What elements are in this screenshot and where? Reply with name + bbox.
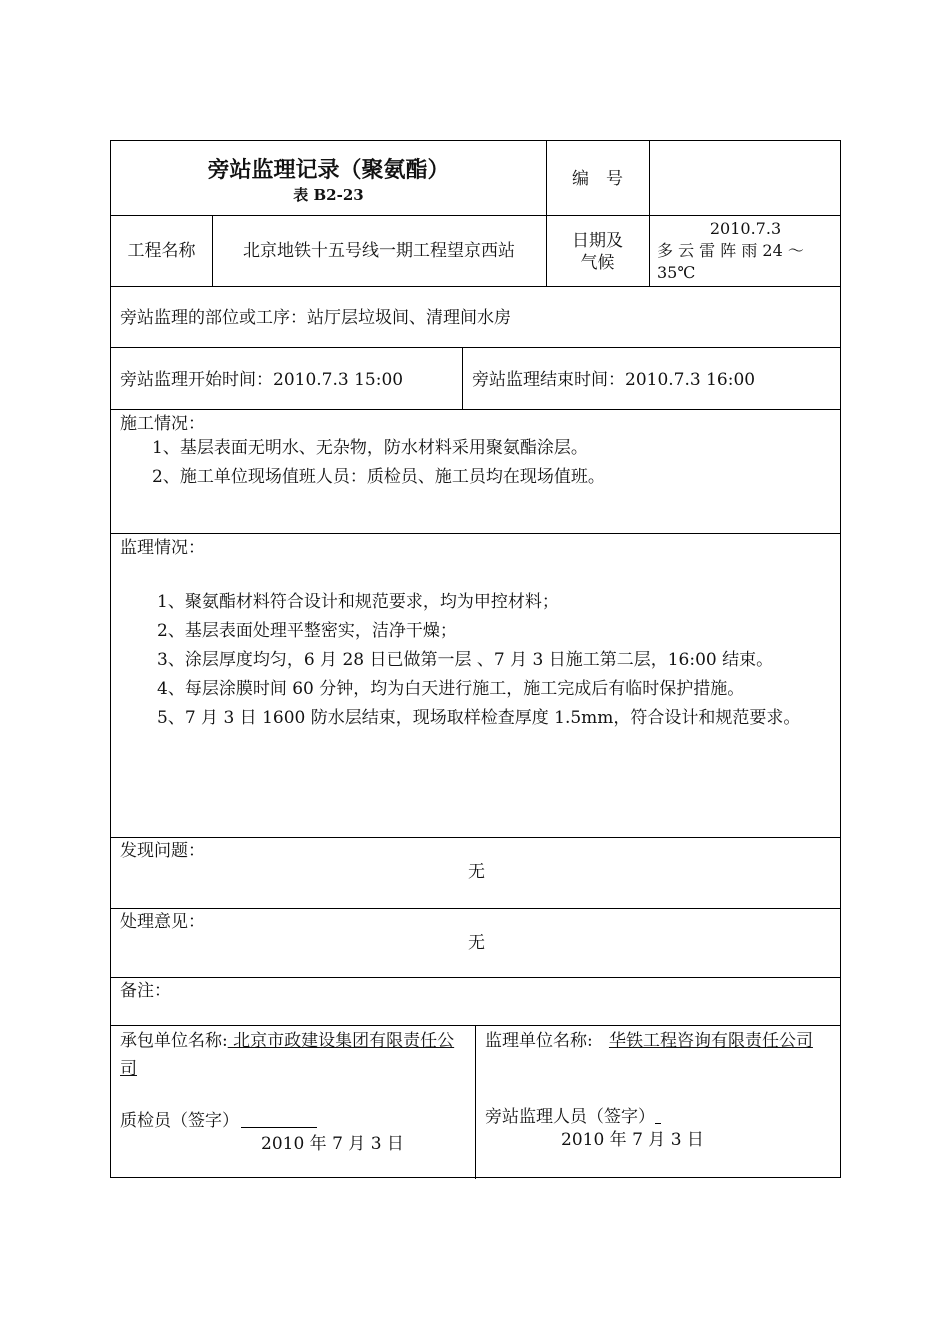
inspector-signature bbox=[120, 1111, 317, 1131]
list-item: 2、基层表面处理平整密实，洁净干燥； bbox=[157, 621, 457, 641]
date-weather-label: 日期及 bbox=[572, 231, 623, 251]
page-title: 旁站监理记录（聚氨酯） bbox=[207, 157, 450, 183]
number-label: 编 号 bbox=[572, 169, 623, 189]
row-divider bbox=[111, 215, 840, 216]
row-divider bbox=[111, 286, 840, 287]
contractor-date: 2010 年 7 月 3 日 bbox=[261, 1134, 404, 1154]
list-item: 2、施工单位现场值班人员：质检员、施工员均在现场值班。 bbox=[152, 467, 605, 487]
col-divider bbox=[649, 141, 650, 286]
problems-label: 发现问题： bbox=[120, 841, 205, 861]
record-date: 2010.7.3 bbox=[709, 219, 782, 238]
row-divider bbox=[111, 409, 840, 410]
list-item: 1、基层表面无明水、无杂物，防水材料采用聚氨酯涂层。 bbox=[152, 438, 588, 458]
row-divider bbox=[111, 533, 840, 534]
list-item: 5、7 月 3 日 1600 防水层结束，现场取样检查厚度 1.5mm，符合设计和规范要求。 bbox=[157, 708, 801, 728]
supervisor-name bbox=[485, 1031, 813, 1051]
contractor-name bbox=[120, 1031, 454, 1051]
contractor-name-cont: 司 bbox=[120, 1059, 137, 1079]
supervisor-date: 2010 年 7 月 3 日 bbox=[561, 1130, 704, 1150]
supervision-record-form bbox=[110, 140, 841, 1178]
signature-line bbox=[655, 1107, 661, 1124]
col-divider bbox=[475, 1025, 476, 1179]
project-name-label: 工程名称 bbox=[127, 241, 196, 261]
signature-line bbox=[241, 1111, 317, 1128]
remarks-label: 备注： bbox=[120, 981, 171, 1001]
col-divider bbox=[462, 347, 463, 409]
supervision-label: 监理情况： bbox=[120, 538, 205, 558]
row-divider bbox=[111, 977, 840, 978]
weather-2: 35℃ bbox=[657, 263, 696, 282]
row-divider bbox=[111, 347, 840, 348]
list-item: 1、聚氨酯材料符合设计和规范要求，均为甲控材料； bbox=[157, 592, 559, 612]
form-number: 表 B2-23 bbox=[293, 186, 364, 204]
supervisor-person-signature bbox=[485, 1107, 661, 1127]
inspector-label: 质检员（签字） bbox=[120, 1111, 239, 1131]
row-divider bbox=[111, 837, 840, 838]
supervisor-label: 监理单位名称: bbox=[485, 1031, 593, 1051]
list-item: 4、每层涂膜时间 60 分钟，均为白天进行施工，施工完成后有临时保护措施。 bbox=[157, 679, 745, 699]
start-time: 旁站监理开始时间：2010.7.3 15:00 bbox=[120, 370, 404, 390]
supervisor-person-label: 旁站监理人员（签字） bbox=[485, 1107, 655, 1127]
supervision-part: 旁站监理的部位或工序：站厅层垃圾间、清理间水房 bbox=[120, 308, 511, 328]
supervisor-name-value: 华铁工程咨询有限责任公司 bbox=[608, 1031, 813, 1051]
list-item: 3、涂层厚度均匀，6 月 28 日已做第一层 、7 月 3 日施工第二层，16:00 结束。 bbox=[157, 650, 774, 670]
weather: 多 云 雷 阵 雨 24 ～ bbox=[657, 241, 804, 260]
end-time: 旁站监理结束时间：2010.7.3 16:00 bbox=[472, 370, 756, 390]
problems-value: 无 bbox=[468, 862, 485, 882]
contractor-name-value: 北京市政建设集团有限责任公 bbox=[227, 1031, 455, 1051]
construction-label: 施工情况： bbox=[120, 414, 205, 434]
row-divider bbox=[111, 908, 840, 909]
contractor-label: 承包单位名称: bbox=[120, 1031, 228, 1051]
date-weather-label-2: 气候 bbox=[580, 253, 615, 273]
project-name-value: 北京地铁十五号线一期工程望京西站 bbox=[243, 241, 515, 261]
opinion-value: 无 bbox=[468, 933, 485, 953]
opinion-label: 处理意见： bbox=[120, 912, 205, 932]
